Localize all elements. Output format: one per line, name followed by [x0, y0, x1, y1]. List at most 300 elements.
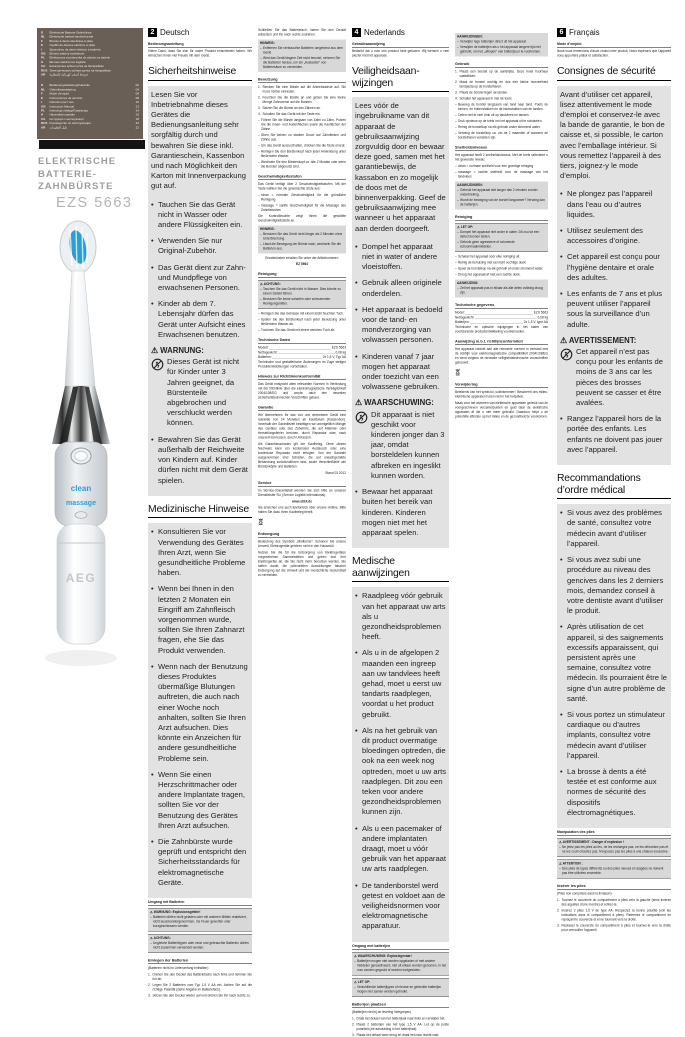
large-print-panel [557, 86, 671, 466]
spec-value: 2x 1,5 V, Typ AA [322, 355, 346, 359]
spec-leader [273, 355, 322, 359]
list-text: Feuchten Sie die Bürste an und geben Sie eine kleine Menge Zahncreme auf die Borsten. [262, 96, 346, 104]
note-box-title: HINWEIS: [260, 227, 275, 231]
note-box-title: ⚠ ATTENTION : [559, 861, 583, 866]
section-heading-small: Benutzung [258, 77, 346, 83]
language-code: PL [41, 56, 45, 60]
column-dutch-small [455, 28, 548, 419]
warning-icon: ⚠ [150, 936, 154, 940]
no-children-under-3-icon [151, 358, 164, 428]
section-heading: Veiligheidsaan- wijzingen [352, 66, 449, 92]
spec-leader [278, 350, 334, 354]
bullet-item: – Führen Sie die Bürste langsam von Zahn zu Zahn. Putzen Sie die Innen- und Außenflächen sowie die Kauflächen der Zähne. [258, 118, 346, 132]
note-box-line: – Batterijen mogen niet worden opgeladen of met andere middelen gereactiveerd, niet uit elkaar worden genomen, in het vuur worden gegooid of worden kortgesloten. [354, 959, 447, 973]
language-name: Nederlands [364, 28, 405, 37]
note-box-line: – Benutzen Sie keine scharfen oder scheuernden Reinigungsmittel. [260, 297, 344, 306]
numbered-list-item [258, 96, 346, 105]
bullet-item: – massage = sanfte Geschwindigkeit für die Massage des Zahnfleisches [258, 204, 346, 213]
list-number: 1. [148, 973, 151, 977]
list-text: Setzen Sie die Bürste an den Zähnen an. [262, 106, 321, 110]
language-label: Bedienungsanleitung/Garantie [49, 84, 90, 88]
spec-key: Model: [455, 311, 465, 315]
warning-icon: ⚠ [260, 282, 264, 286]
numbered-list-item [352, 1022, 449, 1031]
language-code: NL [41, 88, 45, 92]
paragraph: Nous vous remercions d’avoir choisi notre produit. Nous espérons que l’appareil vous apportera plaisir et satisfaction. [557, 49, 671, 58]
note-box-line: – Ungleiche Batterietypen oder neue und gebrauchte Batterien dürfen nicht zusammen verwendet werden. [150, 941, 250, 950]
bullet-item: – Schakel het apparaat vóór elke reiniging uit. [455, 255, 548, 260]
language-page-number: 16 [135, 113, 139, 117]
warning-icon: ⚠ [355, 398, 365, 408]
list-number: 4. [455, 97, 458, 101]
bullet-item: – Spoel de borstelkop na elk gebruik af onder stromend water. [455, 267, 548, 272]
large-print-panel [557, 504, 671, 828]
paragraph: Nutzen Sie die für die Entsorgung von Elektrogeräten vorgesehenen Sammelstellen und geben dort Ihre Elektrogeräte ab, die Sie nicht mehr benutzen werden. Sie helfen damit, die potenziellen Auswirkungen falscher Entsorgung auf die Umwelt und die menschliche Gesundheit zu vermeiden. [258, 550, 346, 577]
bullet-item: • Bewahren Sie das Gerät außerhalb der Reichweite von Kindern auf. Kinder dürfen nicht mit dem Gerät spielen. [151, 435, 249, 486]
power-button-inner [75, 451, 87, 461]
language-code: D [41, 84, 44, 88]
list-text: Plaats 2 batterijen van het type 1,5 V AA. Let op de juiste polariteit (zie aanduiding in het batterijvak). [356, 1022, 449, 1031]
note-box-title: AANWIJZINGEN: [457, 183, 483, 187]
fine-print-group [148, 900, 252, 998]
fine-print-group [258, 28, 346, 578]
section-heading-small: Batterijen plaatsen [352, 1002, 449, 1008]
column-dutch-large [352, 28, 449, 1037]
product-title-line: ZAHNBÜRSTE [38, 181, 114, 192]
warning-icon: ⚠ [559, 861, 563, 866]
bullet-item: • Het apparaat is bedoeld voor de tand- en mondverzorging van volwassen personen. [355, 305, 446, 346]
bullet-item: • Tauchen Sie das Gerät nicht in Wasser oder andere Flüssigkeiten ein. [151, 200, 249, 231]
list-text: Replacez le couvercle du compartiment à piles et tournez-le vers la droite pour verrouiller l’appareil. [561, 923, 671, 932]
bullet-item: • La brosse à dents a été testée et est conforme aux normes de sécurité des dispositifs électromagnétiques. [560, 767, 668, 818]
bullet-item: • Ne plongez pas l’appareil dans l’eau ou d’autres liquides. [560, 189, 668, 220]
language-code: D [41, 31, 44, 35]
list-text: Draai het deksel van het batterijvak naar links en verwijder het. [356, 1016, 446, 1021]
note-box-line: – Gebruik het apparaat niet langer dan 2 minuten zonder onderbreking. [457, 188, 546, 197]
language-label: Электрическая зубная щетка на батарейках [49, 69, 111, 73]
spec-value: EZS 5663 [331, 346, 346, 350]
language-section-header [148, 28, 252, 37]
language-section-header [352, 28, 449, 37]
bullet-item: – Reinig de behuizing met een licht vochtige doek. [455, 261, 548, 266]
note-box-line: – Gebruik geen agressieve of schurende schoonmaakmiddelen. [457, 240, 546, 249]
list-number: 3. [258, 106, 261, 110]
spec-leader [466, 311, 533, 315]
warning-icon: ⚠ [560, 335, 569, 345]
language-row [41, 126, 139, 130]
list-number: 1. [455, 70, 458, 74]
language-page-number: 08 [135, 96, 139, 100]
fine-print-content [557, 42, 671, 58]
language-label: Gebruiksaanwijzing [49, 88, 76, 92]
language-code: H [41, 60, 44, 64]
section-heading-small: Einlegen der Batterien [148, 958, 252, 964]
list-number: 3. [557, 923, 560, 928]
list-number: 3. [148, 994, 151, 998]
note-box-title: ⚠ ACHTUNG: [260, 282, 281, 286]
language-label: Mode d’emploi [49, 92, 70, 96]
language-code: F [41, 92, 43, 96]
spec-key: Modell: [258, 346, 269, 350]
section-heading-small: Reinigung [258, 272, 346, 278]
section-heading-small: Geschwindigkeitsstufen [258, 174, 346, 180]
bullet-item: • Si vous portez un stimulateur cardiaque ou d’autres implants, consultez votre médecin avant d’utiliser l’appareil. [560, 710, 668, 761]
bullet-item: – Oefen niet te veel druk uit op tandvlees en tanden. [455, 113, 548, 118]
note-box-line: – Verschillende batterijtypes of nieuwe en gebruikte batterijen mogen niet samen worden gebruikt. [354, 985, 447, 994]
warning-box [352, 978, 449, 997]
language-label: Instrukcja obsługi/Gwarancja [49, 109, 88, 113]
paragraph: Als Garantienachweis gilt der Kaufbeleg. Ohne diesen Nachweis kann ein kostenloser Austausch oder eine kostenlose Reparatur nicht erfolgen. Von der Garantie ausgenommen sind Schäden, die auf unsachgemäße Behandlung zurückzuführen sind, sowie Verschleißteile wie Bürstenköpfe und Batterien. [258, 442, 346, 469]
language-code: GB [41, 52, 46, 56]
note-box-title: HINWEIS: [260, 41, 275, 45]
list-text: Setzen Sie den Deckel wieder auf und drehen Sie ihn nach rechts zu. [152, 994, 251, 998]
language-label: Használati utasítás [49, 113, 75, 117]
section-heading: Consignes de sécurité [557, 66, 671, 81]
brush-head [60, 221, 96, 273]
numbered-list-item [557, 908, 671, 922]
section-heading-small: Reiniging [455, 215, 548, 221]
list-number: 2. [148, 983, 151, 987]
language-label: Spazzolino da denti elettrico a batteria [49, 48, 101, 52]
numbered-list-item [148, 994, 252, 999]
note-box-line: – Verwijder lege batterijen direct uit het apparaat. [457, 40, 546, 45]
note-box-line: – Zet het apparaat pas in elkaar als alle delen volledig droog zijn. [457, 286, 546, 295]
language-code: F [41, 39, 43, 43]
language-page-number: 02 [135, 84, 139, 88]
paragraph: Die Kontrollleuchte zeigt Ihnen die gewählte Geschwindigkeitsstufe an. [258, 214, 346, 223]
bullet-item: • Als u in de afgelopen 2 maanden een ingreep aan uw tandvlees heeft gehad, moet u eerst uw tandarts raadplegen, voordat u het product gebruikt. [355, 648, 446, 719]
section-heading-small: Snelheidsniveaus [455, 145, 548, 151]
product-title-line: BATTERIE- [38, 168, 97, 180]
bullet-item: • Wenn Sie einen Herzschrittmacher oder andere Implantate tragen, sollten Sie vor der Benutzung des Gerätes Ihren Arzt aufsuchen. [151, 770, 249, 831]
language-page-number: 14 [135, 109, 139, 113]
paragraph: (Batterijen niet bij de levering inbegrepen) [352, 1010, 412, 1014]
paragraph: Das Gerät entspricht allen relevanten Normen in Verbindung mit der Richtlinie über die elektromagnetische Verträglichkeit 2004/108/EG und wurde nach den neuesten sicherheitstechnischen Vorschriften gebaut. [258, 382, 346, 400]
language-code: E [41, 96, 44, 100]
list-text: Plaats de borstel tegen de tanden. [459, 91, 509, 95]
list-text: Legen Sie 2 Batterien vom Typ 1,5 V AA ein. Achten Sie auf die richtige Polarität (siehe Angabe im Batteriefach). [152, 983, 252, 992]
note-box-line: – Entfernen Sie verbrauchte Batterien umgehend aus dem Gerät. [260, 46, 344, 55]
subsection-title: Gebruiksaanwijzing [352, 42, 449, 48]
list-text: Insérez 2 piles 1,5 V de type AA. Respectez la bonne polarité (voir les indications dans le compartiment à piles). Refermez le compartiment en replaçant le couvercle et en le tournant vers la droite. [561, 908, 671, 922]
paragraph: Schließen Sie das Batteriefach, indem Sie den Deckel aufsetzen und ihn nach rechts zudrehen. [258, 28, 346, 37]
subsection-title: Bedienungsanleitung [148, 42, 252, 48]
language-code: AR [41, 126, 46, 130]
subsection-title: Umgang mit Batterien [148, 900, 252, 906]
bullet-item: – Reinig de borstelkop na elk gebruik onder stromend water. [455, 125, 548, 130]
language-page-number: 18 [135, 117, 139, 121]
bullet-item: • Les enfants de 7 ans et plus peuvent utiliser l’appareil sous la surveillance d’un adulte. [560, 289, 668, 330]
bullet-item: – Beweeg de borstel langzaam van tand naar tand. Poets de binnen- en buitenvlakken en de kauwvlakken van de tanden. [455, 103, 548, 112]
bullet-item: • Als na het gebruik van dit product overmatige bloedingen optreden, die ook na een week nog optreden, moet u uw arts raadplegen. Dit zou een teken voor andere gezondheidsproblemen kunnen zijn. [355, 726, 446, 818]
language-code: I [41, 48, 42, 52]
paragraph: Avant d’utiliser cet appareil, lisez attentivement le mode d’emploi et conservez-le avec la bande de garantie, le bon de caisse et, si possible, le carton avec l’emballage intérieur. Si vous remettez l’appareil à des tiers, joignez-y le mode d’emploi. [560, 89, 665, 181]
bullet-item: • De tandenborstel werd getest en voldoet aan de veiligheidsnormen voor elektromagnetische apparatuur. [355, 881, 446, 932]
column-french-large [557, 28, 671, 932]
note-box-line: – Dompel het apparaat niet onder in water. Dit zou tot een defect kunnen leiden. [457, 230, 546, 239]
bullet-item: • Bewaar het apparaat buiten het bereik van kinderen. Kinderen mogen niet met het apparaat spelen. [355, 487, 446, 538]
mode-label-massage: massage [66, 500, 96, 507]
bullet-item: – Droog het apparaat af met een zachte doek. [455, 273, 548, 278]
model-number: EZS 5663 [56, 195, 133, 211]
bullet-item: – Wechseln Sie den Bürstenkopf ca. alle 2 Monate oder wenn die Borsten abgenutzt sind. [258, 160, 346, 169]
warning-text: Dieses Gerät ist nicht für Kinder unter 3 Jahren geeignet, da Bürstenteile abgebrochen und verschluckt werden können. [167, 357, 240, 428]
bullet-item: • Das Gerät dient zur Zahn- und Mundpflege von erwachsenen Personen. [151, 263, 249, 294]
bullet-item: • Si vous avez des problèmes de santé, consultez votre médecin avant d’utiliser l’appareil. [560, 508, 668, 549]
centered-bold-text: EZ 5664 [295, 262, 309, 266]
language-label: Електрична зубна щітка на батарейках [49, 65, 104, 69]
note-box [455, 182, 548, 210]
right-aligned-text: Stand 03.2012 [325, 471, 346, 475]
note-box-title: ⚠ AVERTISSEMENT : Danger d’explosion ! [559, 840, 625, 844]
list-number: 3. [352, 1033, 355, 1037]
product-title [38, 156, 116, 194]
fine-print-content [557, 830, 671, 933]
list-number: 4. [258, 112, 261, 116]
bullet-item: • Wenn nach der Benutzung dieses Produktes übermäßige Blutungen auftreten, die auch nach einer Woche noch anhalten, sollten Sie Ihren Arzt aufsuchen. Dies könnte ein Anzeichen für andere gesundheitliche Probleme sein. [151, 662, 249, 764]
note-box-line: – Batterien dürfen nicht geladen oder mit anderen Mitteln reaktiviert, nicht auseinandergenommen, ins Feuer geworfen oder kurzgeschlossen werden. [150, 915, 250, 929]
bullet-item: • Gebruik alleen originele onderdelen. [355, 278, 446, 298]
large-print-panel [352, 97, 449, 548]
language-label: Інструкція з експлуатації [49, 117, 84, 121]
bullet-item: – Reinigen Sie das Gehäuse mit einem leicht feuchten Tuch. [258, 312, 346, 317]
fine-print-group [352, 944, 449, 1037]
toothbrush-shadow [45, 650, 117, 666]
bullet-item: – Spülen Sie den Bürstenkopf nach jeder Benutzung unter fließendem Wasser ab. [258, 318, 346, 327]
list-number: 1. [258, 85, 261, 89]
spec-leader [269, 346, 330, 350]
fine-print-group [557, 830, 671, 933]
language-label: Cepillo de dientes eléctrico a pilas [49, 44, 95, 48]
product-title-line: ELEKTRISCHE [38, 156, 117, 167]
note-box-title: ⚠ ACHTUNG: [150, 936, 171, 940]
section-heading-small: Technische Daten [258, 338, 346, 344]
subsection-title: Mode d’emploi [557, 42, 671, 48]
warning-icon: ⚠ [151, 346, 161, 356]
bullet-item: • Verwenden Sie nur Original-Zubehör. [151, 236, 249, 256]
bullet-item: • Cet appareil est conçu pour l’hygiène dentaire et orale des adultes. [560, 252, 668, 283]
warning-box [148, 908, 252, 932]
language-label: Brosse à dents électrique à piles [49, 39, 93, 43]
warning-body [560, 347, 668, 408]
large-print-panel [148, 86, 252, 496]
list-number: 2. [258, 96, 261, 100]
note-box [258, 226, 346, 254]
paragraph: Vielen Dank, dass Sie sich für unser Produkt entschieden haben. Wir wünschen Ihnen viel Freude mit dem Gerät. [148, 49, 252, 58]
paragraph: Het apparaat heeft 2 snelheidsniveaus. Met de toets selecteert u het gewenste niveau: [455, 153, 548, 162]
warning-box [352, 952, 449, 976]
language-code: E [41, 44, 44, 48]
fine-print-content [258, 28, 346, 577]
numbered-list-item [352, 1016, 449, 1021]
section-heading-small: Service [258, 480, 346, 486]
spec-value: 0,08 kg [335, 350, 346, 355]
bullet-item: – Vervang de borstelkop ca. om de 2 maanden of wanneer de borstelharen versleten zijn. [455, 131, 548, 140]
note-box-line: – Ne jetez pas les piles au feu, ne les rechargez pas, ne les démontez pas et ne les court-circuitez pas. N’exposez pas les piles à une chaleur excessive. [559, 845, 669, 854]
warning-icon: ⚠ [457, 225, 461, 229]
spec-key: Batterien: [258, 355, 272, 359]
section-heading-small: Entsorgung [258, 531, 346, 537]
paragraph: (Batterien nicht im Lieferumfang enthalten) [148, 966, 209, 970]
paragraph: Lesen Sie vor Inbetriebnahme dieses Gerätes die Bedienungsanleitung sehr sorgfältig durch und bewahren Sie diese inkl. Garantieschein, Kassenbon und nach Möglichkeit den Karton mit Innenverpackung gut auf. [151, 89, 246, 191]
language-page-badge: 2 [148, 28, 157, 37]
note-box-title: AANWIJZING: [457, 281, 479, 285]
section-heading: Medizinische Hinweise [148, 504, 252, 519]
note-box-line: – Benutzen Sie das Gerät nicht länger als 2 Minuten ohne Unterbrechung. [260, 232, 344, 241]
language-name: Français [569, 28, 600, 37]
language-page-badge: 4 [352, 28, 361, 37]
spec-value: EZS 5663 [533, 311, 548, 315]
subsection-title: Manipulation des piles [557, 830, 671, 836]
language-row [41, 73, 139, 77]
paragraph: Het apparaat voldoet aan alle relevante normen in verband met de richtlijn voor elektromagnetische compatibiliteit 2004/108/EG en werd volgens de nieuwste veiligheidstechnische voorschriften gebouwd. [455, 347, 548, 365]
language-page-number: 22 [135, 126, 139, 130]
product-name-language-list [41, 31, 139, 77]
language-code: UA [41, 117, 46, 121]
warning-title: ⚠ AVERTISSEMENT: [560, 335, 637, 345]
no-children-under-3-icon [355, 411, 368, 481]
section-heading-small: Garantie [258, 405, 346, 411]
large-print-panel [148, 523, 252, 898]
language-code: H [41, 113, 44, 117]
column-german-small [258, 28, 346, 578]
section-heading-small: Hinweis zur Richtlinienkonformität [258, 374, 346, 380]
warning-icon: ⚠ [559, 840, 563, 844]
numbered-list-item [148, 983, 252, 992]
bullet-item: – Druk opnieuw op de toets om het apparaat uit te schakelen. [455, 119, 548, 124]
spec-key: Nettogewicht: [258, 350, 278, 355]
language-code: GB [41, 105, 46, 109]
bullet-item: • Die Zahnbürste wurde geprüft und entspricht den Sicherheitsstandards für elektromagnetische Geräte. [151, 837, 249, 888]
paragraph: Technische en optische wijzigingen in het kader van voortdurende productontwikkeling voorbehouden. [455, 325, 548, 334]
bullet-item: • Kinderen vanaf 7 jaar mogen het apparaat onder toezicht van een volwassene gebruiken. [355, 352, 446, 393]
bullet-item: • Après utilisation de cet appareil, si des saignements excessifs apparaissent, qui persistent après une semaine, consultez votre médecin. Ils pourraient être le signe d’un autre problème de santé. [560, 622, 668, 704]
list-text: Stecken Sie eine Bürste auf die Antriebsachse auf. Sie muss hörbar einrasten. [262, 85, 346, 94]
fine-print-group [557, 42, 671, 58]
control-panel [55, 442, 107, 526]
language-code: RUS [41, 122, 48, 126]
note-box [258, 40, 346, 73]
note-box [455, 33, 548, 57]
language-index-scale [41, 31, 139, 130]
centered-bold-text: www.sli24.de [292, 499, 312, 504]
warning-box [557, 859, 671, 878]
list-number: 1. [557, 898, 560, 902]
warning-text: Dit apparaat is niet geschikt voor kinderen jonger dan 3 jaar, omdat borsteldelen kunnen afbreken en ingeslikt kunnen worden. [371, 409, 445, 480]
warning-body [151, 357, 249, 428]
paragraph: Sie erreichen uns auch telefonisch über unsere Hotline. Bitte halten Sie dazu Ihren Kaufbeleg bereit. [258, 505, 346, 514]
language-page-number: 06 [135, 92, 139, 96]
manual-language-list [41, 84, 139, 130]
paragraph: Bedeutung des Symbols „Mülltonne“: Schonen Sie unsere Umwelt, Elektrogeräte gehören nicht in den Hausmüll. [258, 539, 346, 548]
language-label: Elektrische batterij-tandenborstel [49, 35, 94, 39]
fine-print-content [455, 33, 548, 419]
list-text: Drehen Sie den Deckel des Batteriefachs nach links und nehmen Sie ihn ab. [152, 973, 252, 981]
fine-print-group [352, 42, 449, 58]
paragraph: Wir übernehmen für das von uns vertriebene Gerät eine Garantie von 24 Monaten ab Kaufdatum (Kassenbon). Innerhalb der Garantiezeit beseitigen wir unentgeltlich Mängel des Gerätes oder des Zubehörs, die auf Material- oder Herstellungsfehler beruhen, durch Reparatur oder, nach unserem Ermessen, durch Umtausch. [258, 413, 346, 440]
numbered-list-item [455, 70, 548, 79]
language-label: فرشاة أسنان كهربائية بالبطارية [49, 73, 88, 77]
language-label: دليل التعليمات [49, 126, 68, 130]
numbered-list-item [258, 112, 346, 117]
note-box-title: ⚠ WARNUNG: Explosionsgefahr! [150, 910, 201, 914]
bullet-item: • Dompel het apparaat niet in water of andere vloeistoffen. [355, 242, 446, 273]
fine-print-group [148, 42, 252, 58]
language-label: Руководство по эксплуатации [49, 122, 91, 126]
spec-key: Nettogewicht: [455, 315, 475, 320]
note-box-title: AANWIJZINGEN: [457, 35, 483, 39]
language-page-number: 20 [135, 122, 139, 126]
list-number: 3. [455, 91, 458, 95]
fine-print-content [148, 900, 252, 998]
list-text: Schalten Sie das Gerät mit der Taste ein. [262, 112, 321, 116]
bullet-item: – Üben Sie keinen zu starken Druck auf Zahnfleisch und Zähne aus. [258, 133, 346, 142]
list-text: Schakel het apparaat in met de toets. [459, 97, 513, 101]
language-label: Instruction Manual [49, 105, 75, 109]
section-heading: Sicherheitshinweise [148, 66, 252, 81]
numbered-list-item [557, 923, 671, 932]
brush-neck [65, 271, 95, 386]
warning-icon: ⚠ [354, 980, 358, 984]
bullet-item: – Reinigen Sie den Bürstenkopf nach jeder Anwendung unter fließendem Wasser. [258, 150, 346, 159]
section-heading-small: Insérer les piles [557, 883, 671, 889]
divider-strip [39, 140, 145, 149]
toothbrush-product-photo [15, 196, 145, 686]
fine-print-content [148, 42, 252, 58]
language-name: Deutsch [160, 28, 190, 37]
section-heading-small: Verwijdering [455, 382, 548, 388]
language-code: AR [41, 73, 46, 77]
fine-print-group [455, 33, 548, 419]
paragraph: Technische und gestalterische Änderungen im Zuge stetiger Produktentwicklungen vorbehalten. [258, 360, 346, 369]
numbered-list-item [258, 106, 346, 111]
language-page-number: 12 [135, 105, 139, 109]
bullet-item: • Kinder ab dem 7. Lebensjahr dürfen das Gerät unter Aufsicht eines Erwachsenen benutzen. [151, 299, 249, 340]
numbered-list-item [258, 85, 346, 94]
subsection-title: Omgang met batterijen [352, 944, 449, 950]
paragraph: Bedankt dat u voor ons product hebt gekozen. Wij wensen u veel plezier met het apparaat. [352, 49, 449, 58]
list-text: Plaats een borstel op de aandrijfas. Deze moet hoorbaar vastklikken. [459, 70, 548, 78]
language-section-header [557, 28, 671, 37]
note-box-line: – Wordt de beweging van de borstel langzamer? Vervang dan de batterijen. [457, 198, 546, 207]
warning-box [455, 223, 548, 252]
language-code: UA [41, 65, 46, 69]
aeg-brand-logo: AEG [65, 571, 97, 585]
language-code: PL [41, 109, 45, 113]
paragraph: Betekenis van het symbool „vuilnisemmer“: Bescherm ons milieu, elektrische apparaten horen niet in het huisafval. [455, 390, 548, 399]
list-number: 2. [352, 1022, 355, 1027]
section-heading: Recommandations d’ordre médical [557, 473, 671, 499]
numbered-list-item [557, 898, 671, 907]
bullet-item: – massage = zachte snelheid voor de massage van het tandvlees [455, 170, 548, 179]
language-label: Elektryczna szczoteczka do zębów na baterie [49, 56, 111, 60]
language-page-badge: 6 [557, 28, 566, 37]
language-code: RUS [41, 69, 48, 73]
language-code: NL [41, 35, 45, 39]
centered-text: Ersatzbürsten erhalten Sie unter der Artikelnummer: [265, 256, 339, 260]
note-box-title: ⚠ WAARSCHUWING: Explosiegevaar! [354, 954, 412, 958]
bullet-item: • Raadpleeg vóór gebruik van het apparaat uw arts als u gezondheidsproblemen heeft. [355, 591, 446, 642]
section-heading-small: Gebruik [455, 62, 548, 68]
bullet-item: • Si vous avez subi une procédure au niveau des gencives dans les 2 derniers mois, demandez conseil à votre dentiste avant d’utiliser le produit. [560, 555, 668, 616]
handle [57, 524, 105, 644]
paragraph: Maak voor het afvoeren van elektrische apparaten gebruik van de voorgeschreven verzamelpunten en geef daar de elektrische apparaten af die u niet meer gebruikt. Daardoor helpt u de potentiële effecten op het milieu en de gezondheid te voorkomen. [455, 401, 548, 419]
numbered-list-item [455, 97, 548, 102]
warning-body [355, 410, 446, 481]
bullet-item: – Um das Gerät auszuschalten, drücken Sie die Taste erneut. [258, 144, 346, 149]
language-index-box [37, 28, 143, 139]
bullet-item: – Trocknen Sie das Gerät mit einem weichen Tuch ab. [258, 328, 346, 333]
